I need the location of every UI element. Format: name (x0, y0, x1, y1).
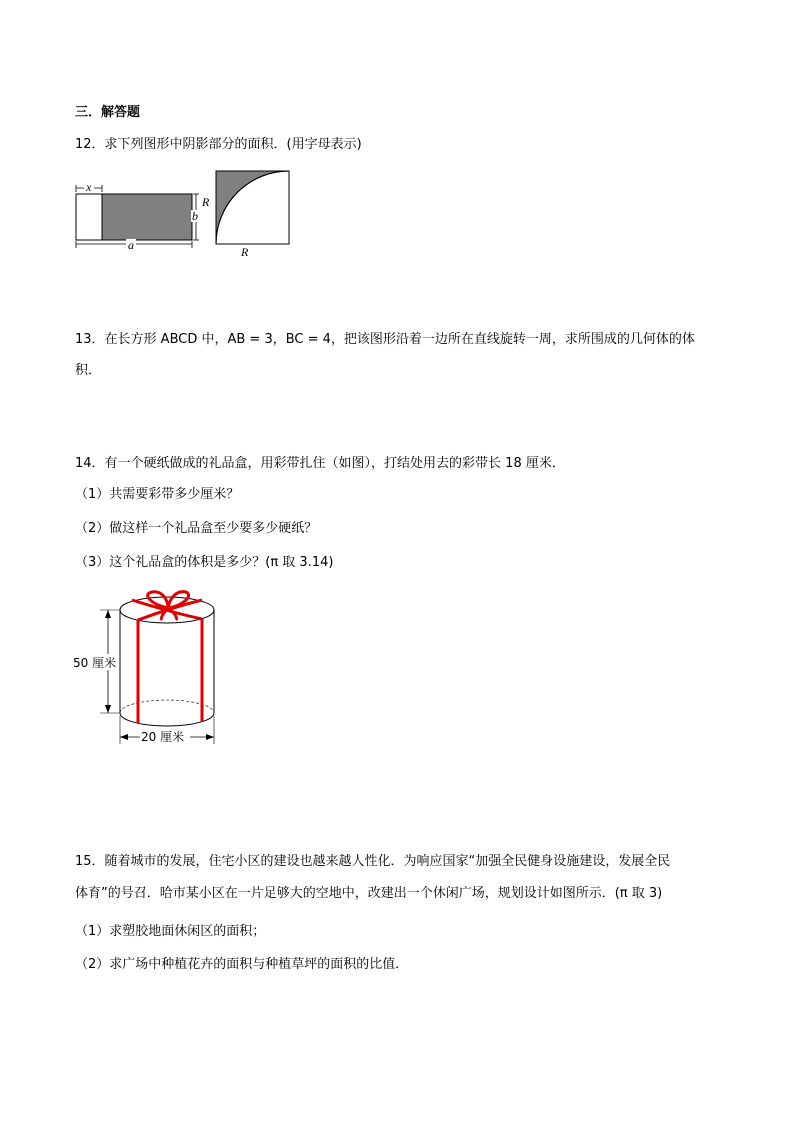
cylinder-body (120, 610, 214, 713)
shaded-region (102, 194, 192, 240)
shaded-corner (216, 171, 289, 244)
question-14-sub3: （3）这个礼品盒的体积是多少？(π 取 3.14) (75, 555, 334, 570)
height-label: 50 厘米 (73, 656, 117, 670)
r-side-label: R (202, 195, 210, 209)
question-15-line1: 15．随着城市的发展，住宅小区的建设也越来越人性化．为响应国家“加强全民健身设施建设，发展全民 (75, 854, 671, 869)
question-15-line2: 体育”的号召．哈市某小区在一片足够大的空地中，改建出一个休闲广场，规划设计如图所示．(π 取 3) (75, 886, 663, 901)
question-12-text: 12．求下列图形中阴影部分的面积．(用字母表示) (75, 137, 362, 152)
question-13-line2: 积． (75, 363, 102, 378)
r-bottom-label: R (241, 245, 249, 259)
q12-figure-square (196, 166, 296, 261)
question-14-sub1: （1）共需要彩带多少厘米？ (75, 487, 240, 502)
section-title: 三．解答题 (75, 105, 141, 120)
cylinder-bottom-arc (120, 713, 214, 726)
x-label: x (86, 182, 92, 194)
q12-figure-rectangle (70, 182, 200, 252)
a-label: a (128, 238, 134, 252)
question-14-text: 14．有一个硬纸做成的礼品盒，用彩带扎住（如图），打结处用去的彩带长 18 厘米． (75, 456, 565, 471)
b-label: b (192, 209, 198, 223)
question-15-sub2: （2）求广场中种植花卉的面积与种植草坪的面积的比值． (75, 957, 409, 972)
question-15-sub1: （1）求塑胶地面休闲区的面积； (75, 924, 266, 939)
question-13-line1: 13．在长方形 ABCD 中，AB = 3，BC = 4，把该图形沿着一边所在直线旋转一周，求所围成的几何体的体 (75, 332, 695, 347)
diameter-label: 20 厘米 (141, 730, 185, 744)
question-14-sub2: （2）做这样一个礼品盒至少要多少硬纸？ (75, 521, 318, 536)
